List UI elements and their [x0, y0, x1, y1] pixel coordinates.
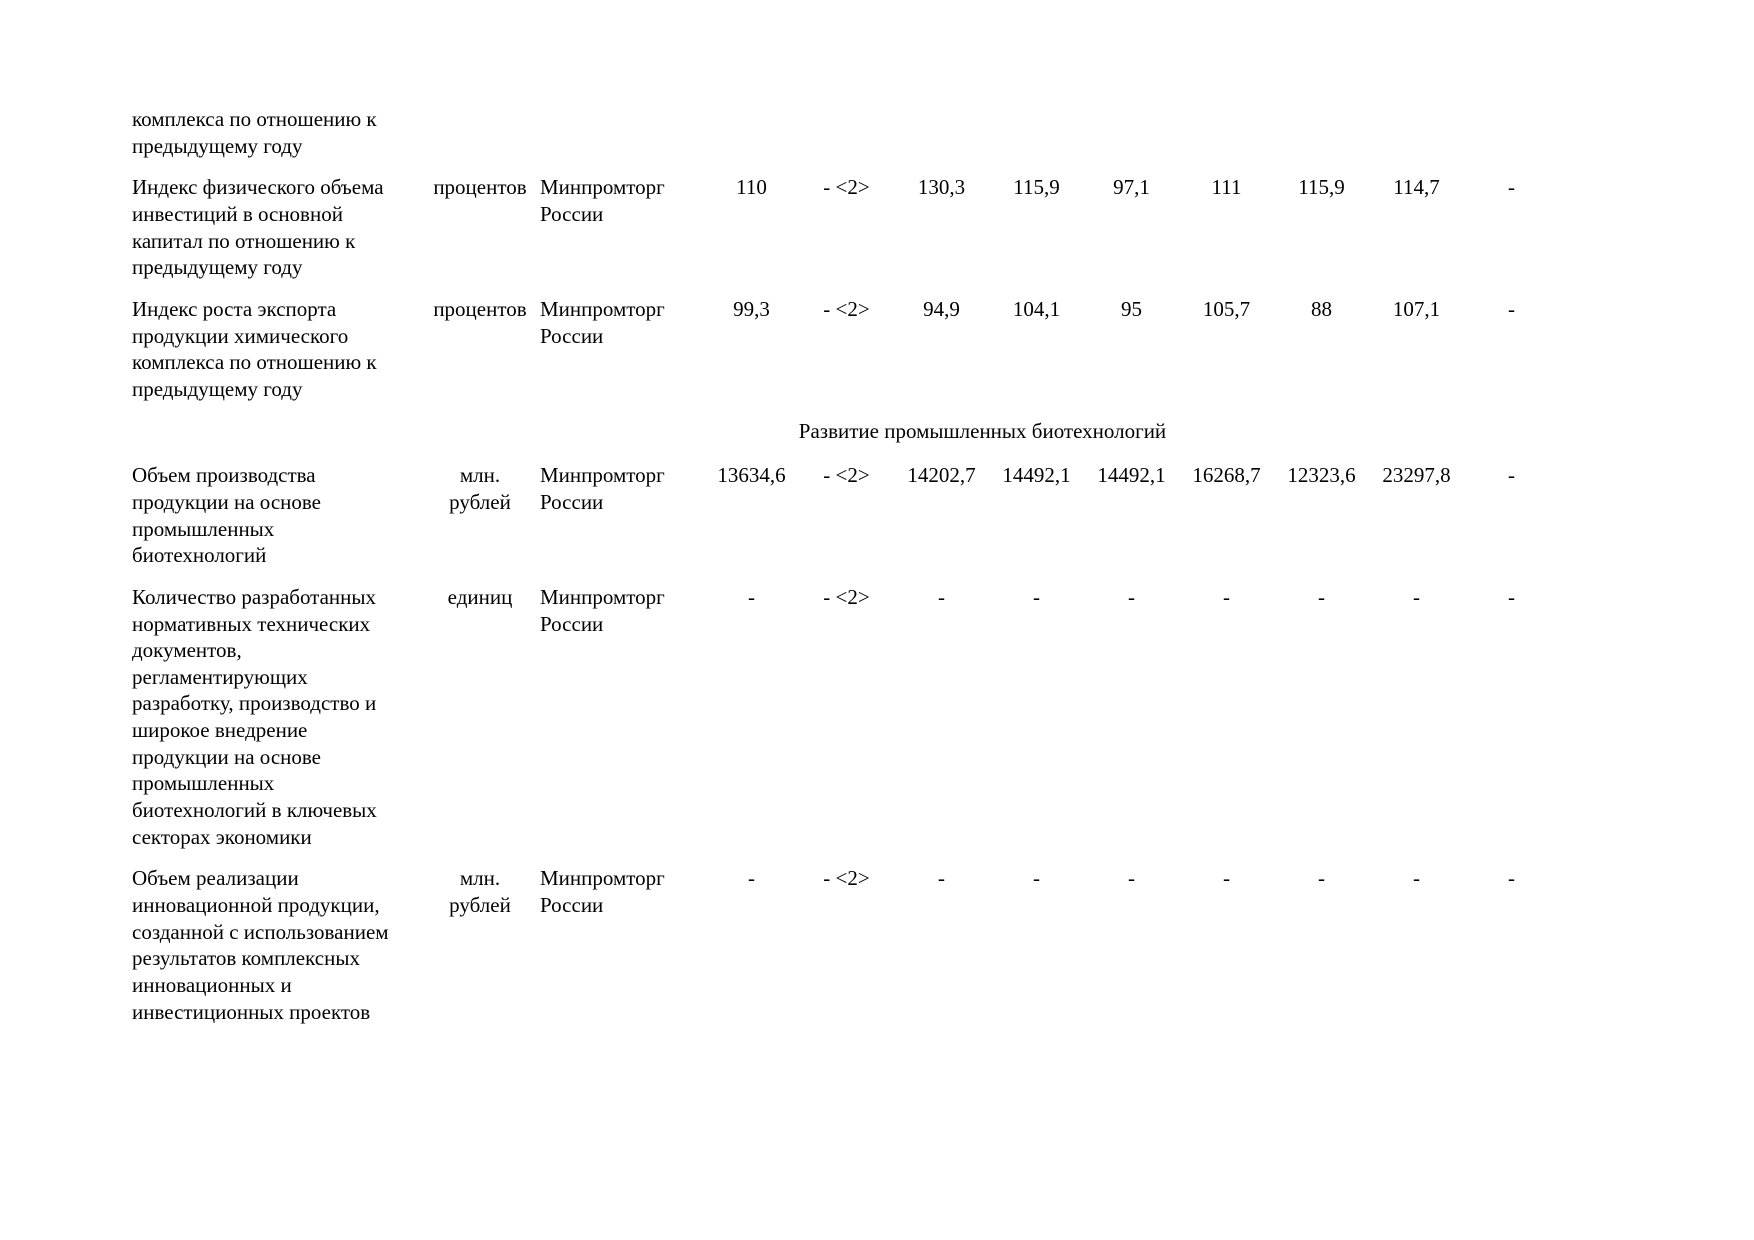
- value-cell: - <2>: [823, 866, 870, 891]
- value-cell: -: [1508, 463, 1515, 488]
- value-cell: -: [1318, 584, 1325, 609]
- responsible-line: Минпромторг: [540, 175, 665, 200]
- value-cell: 104,1: [1012, 296, 1061, 321]
- responsible-line: России: [540, 489, 604, 514]
- responsible-cell: [532, 174, 704, 296]
- unit-line: процентов: [433, 175, 527, 200]
- unit-cell: [428, 584, 532, 866]
- indicator-cell: Количество разработанных нормативных технических документов, регламентирующих разработку, производство и широкое внедрение продукции на основе промышленных биотехнологий в ключевых секторах экономики: [132, 584, 377, 849]
- indicator-cell: Индекс роста экспорта продукции химического комплекса по отношению к предыдущему году: [132, 296, 377, 401]
- value-cell: 107,1: [1392, 296, 1441, 321]
- unit-line: процентов: [433, 296, 527, 321]
- unit-line: рублей: [449, 893, 511, 918]
- responsible-cell: [532, 865, 704, 1040]
- value-cell: 95: [1121, 296, 1142, 321]
- value-cell: -: [1318, 866, 1325, 891]
- value-cell: -: [1413, 866, 1420, 891]
- value-cell: 111: [1211, 175, 1242, 200]
- indicator-cell: Объем производства продукции на основе промышленных биотехнологий: [132, 463, 321, 568]
- value-cell: -: [1033, 866, 1040, 891]
- table-row: [132, 865, 1559, 1040]
- value-cell: 97,1: [1113, 175, 1150, 200]
- section-header: Развитие промышленных биотехнологий: [798, 418, 1167, 443]
- value-cell: 23297,8: [1382, 463, 1451, 488]
- value-cell: 14202,7: [907, 463, 976, 488]
- responsible-line: Минпромторг: [540, 584, 665, 609]
- value-cell: 130,3: [917, 175, 966, 200]
- value-cell: -: [748, 584, 755, 609]
- value-cell: -: [1508, 175, 1515, 200]
- unit-cell: [428, 865, 532, 1040]
- table-row: [132, 174, 1559, 296]
- responsible-line: Минпромторг: [540, 463, 665, 488]
- indicator-cell: Объем реализации инновационной продукции, созданной с использованием результатов комплексных инновационных и инвестиционных проектов: [132, 866, 389, 1024]
- table-row: [132, 462, 1559, 584]
- value-cell: 115,9: [1298, 175, 1345, 200]
- value-cell: 105,7: [1202, 296, 1251, 321]
- value-cell: -: [1128, 866, 1135, 891]
- unit-line: единиц: [447, 584, 513, 609]
- value-cell: 94,9: [923, 296, 960, 321]
- indicators-table: [132, 106, 1559, 1040]
- responsible-line: России: [540, 201, 604, 226]
- value-cell: 12323,6: [1287, 463, 1356, 488]
- value-cell: 16268,7: [1192, 463, 1261, 488]
- responsible-line: России: [540, 611, 604, 636]
- value-cell: -: [1128, 584, 1135, 609]
- value-cell: -: [1033, 584, 1040, 609]
- responsible-line: Минпромторг: [540, 296, 665, 321]
- value-cell: -: [1508, 866, 1515, 891]
- value-cell: -: [938, 584, 945, 609]
- indicator-cell: Индекс физического объема инвестиций в основной капитал по отношению к предыдущему году: [132, 175, 384, 280]
- unit-line: рублей: [449, 489, 511, 514]
- value-cell: -: [1508, 296, 1515, 321]
- value-cell: 115,9: [1013, 175, 1060, 200]
- indicator-cell: комплекса по отношению к предыдущему году: [132, 107, 377, 158]
- table-row-continuation: [132, 106, 1559, 174]
- responsible-cell: [532, 296, 704, 418]
- value-cell: -: [1413, 584, 1420, 609]
- unit-cell: [428, 462, 532, 584]
- value-cell: - <2>: [823, 584, 870, 609]
- value-cell: -: [748, 866, 755, 891]
- responsible-cell: [532, 584, 704, 866]
- value-cell: -: [938, 866, 945, 891]
- unit-cell: [428, 296, 532, 418]
- responsible-line: Минпромторг: [540, 866, 665, 891]
- unit-cell: [428, 174, 532, 296]
- value-cell: 88: [1311, 296, 1332, 321]
- value-cell: 110: [736, 175, 767, 200]
- value-cell: - <2>: [823, 296, 870, 321]
- responsible-line: России: [540, 323, 604, 348]
- table-row: [132, 584, 1559, 866]
- section-header-row: [132, 418, 1559, 463]
- responsible-cell: [532, 462, 704, 584]
- value-cell: 114,7: [1393, 175, 1440, 200]
- value-cell: 14492,1: [1097, 463, 1166, 488]
- responsible-line: России: [540, 893, 604, 918]
- value-cell: 13634,6: [717, 463, 786, 488]
- unit-line: млн.: [459, 866, 501, 891]
- unit-line: млн.: [459, 463, 501, 488]
- value-cell: -: [1508, 584, 1515, 609]
- value-cell: 99,3: [733, 296, 770, 321]
- value-cell: -: [1223, 584, 1230, 609]
- value-cell: -: [1223, 866, 1230, 891]
- value-cell: - <2>: [823, 463, 870, 488]
- table-row: [132, 296, 1559, 418]
- value-cell: - <2>: [823, 175, 870, 200]
- value-cell: 14492,1: [1002, 463, 1071, 488]
